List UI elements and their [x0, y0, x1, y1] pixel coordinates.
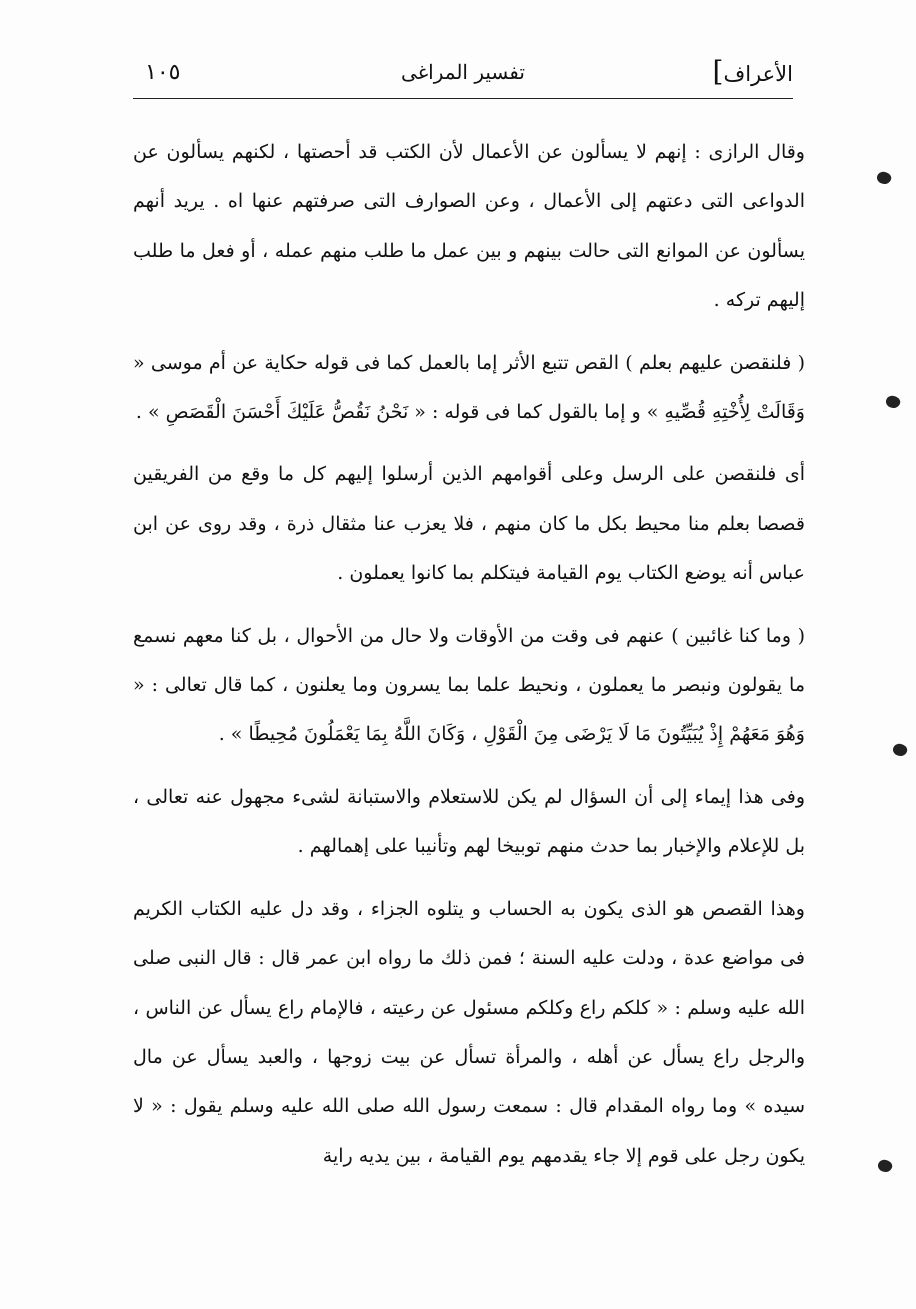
margin-blot	[875, 170, 893, 187]
margin-blot	[876, 1158, 894, 1175]
surah-name-text: الأعراف	[723, 62, 793, 86]
margin-blot	[884, 394, 902, 411]
body-text	[133, 128, 805, 1181]
paragraph-qasas-definition: ( فلنقصن عليهم بعلم ) القص تتبع الأثر إما بالعمل كما فى قوله حكاية عن أم موسى « وَقَالَتْ لِأُخْتِهِ قُصِّيهِ » و إما بالقول كما فى قوله : « نَحْنُ نَقُصُّ عَلَيْكَ أَحْسَنَ الْقَصَصِ » .	[133, 351, 805, 424]
margin-blot	[891, 742, 909, 759]
paragraph-hadith-evidence: وهذا القصص هو الذى يكون به الحساب و يتلوه الجزاء ، وقد دل عليه الكتاب الكريم فى مواضع عدة ، ودلت عليه السنة ؛ فمن ذلك ما رواه ابن عمر قال : قال النبى صلى الله عليه وسلم : « كلكم راع وكلكم مسئول عن رعيته ، فالإمام راع يسأل عن الناس ، والرجل راع يسأل عن أهله ، والمرأة تسأل عن بيت زوجها ، والعبد يسأل عن مال سيده » وما رواه المقدام قال : سمعت رسول الله صلى الله عليه وسلم يقول : « لا يكون رجل على قوم إلا جاء يقدمهم يوم القيامة ، بين يديه راية	[133, 897, 805, 1167]
paragraph-razi-quote: وقال الرازى : إنهم لا يسألون عن الأعمال لأن الكتب قد أحصتها ، لكنهم يسألون عن الدواعى التى دعتهم إلى الأعمال ، وعن الصوارف التى صرفتهم عنها اه . يريد أنهم يسألون عن الموانع التى حالت بينهم و بين عمل ما طلب منهم عمله ، أو فعل ما طلب إليهم تركه .	[133, 141, 805, 312]
paragraph-narration-to-messengers: أى فلنقصن على الرسل وعلى أقوامهم الذين أرسلوا إليهم كل ما وقع من الفريقين قصصا بعلم منا محيط بكل ما كان منهم ، فلا يعزب عنا مثقال ذرة ، وقد روى عن ابن عباس أنه يوضع الكتاب يوم القيامة فيتكلم بما كانوا يعملون .	[133, 463, 805, 585]
running-header	[133, 52, 793, 96]
paragraph-question-purpose: وفى هذا إيماء إلى أن السؤال لم يكن للاستعلام والاستبانة لشىء مجهول عنه تعالى ، بل للإعلام والإخبار بما حدث منهم توبيخا لهم وتأنيبا على إهمالهم .	[133, 785, 805, 858]
header-rule	[133, 98, 793, 99]
book-title: تفسير المراغى	[401, 60, 525, 84]
header-bracket: ]	[712, 55, 724, 88]
paragraph-never-absent: ( وما كنا غائبين ) عنهم فى وقت من الأوقات ولا حال من الأحوال ، بل كنا معهم نسمع ما يقولون ونبصر ما يعملون ، ونحيط علما بما يسرون وما يعلنون ، كما قال تعالى : « وَهُوَ مَعَهُمْ إِذْ يُبَيِّتُونَ مَا لَا يَرْضَى مِنَ الْقَوْلِ ، وَكَانَ اللَّهُ بِمَا يَعْمَلُونَ مُحِيطًا » .	[133, 624, 805, 746]
page-number: ١٠٥	[145, 60, 181, 85]
